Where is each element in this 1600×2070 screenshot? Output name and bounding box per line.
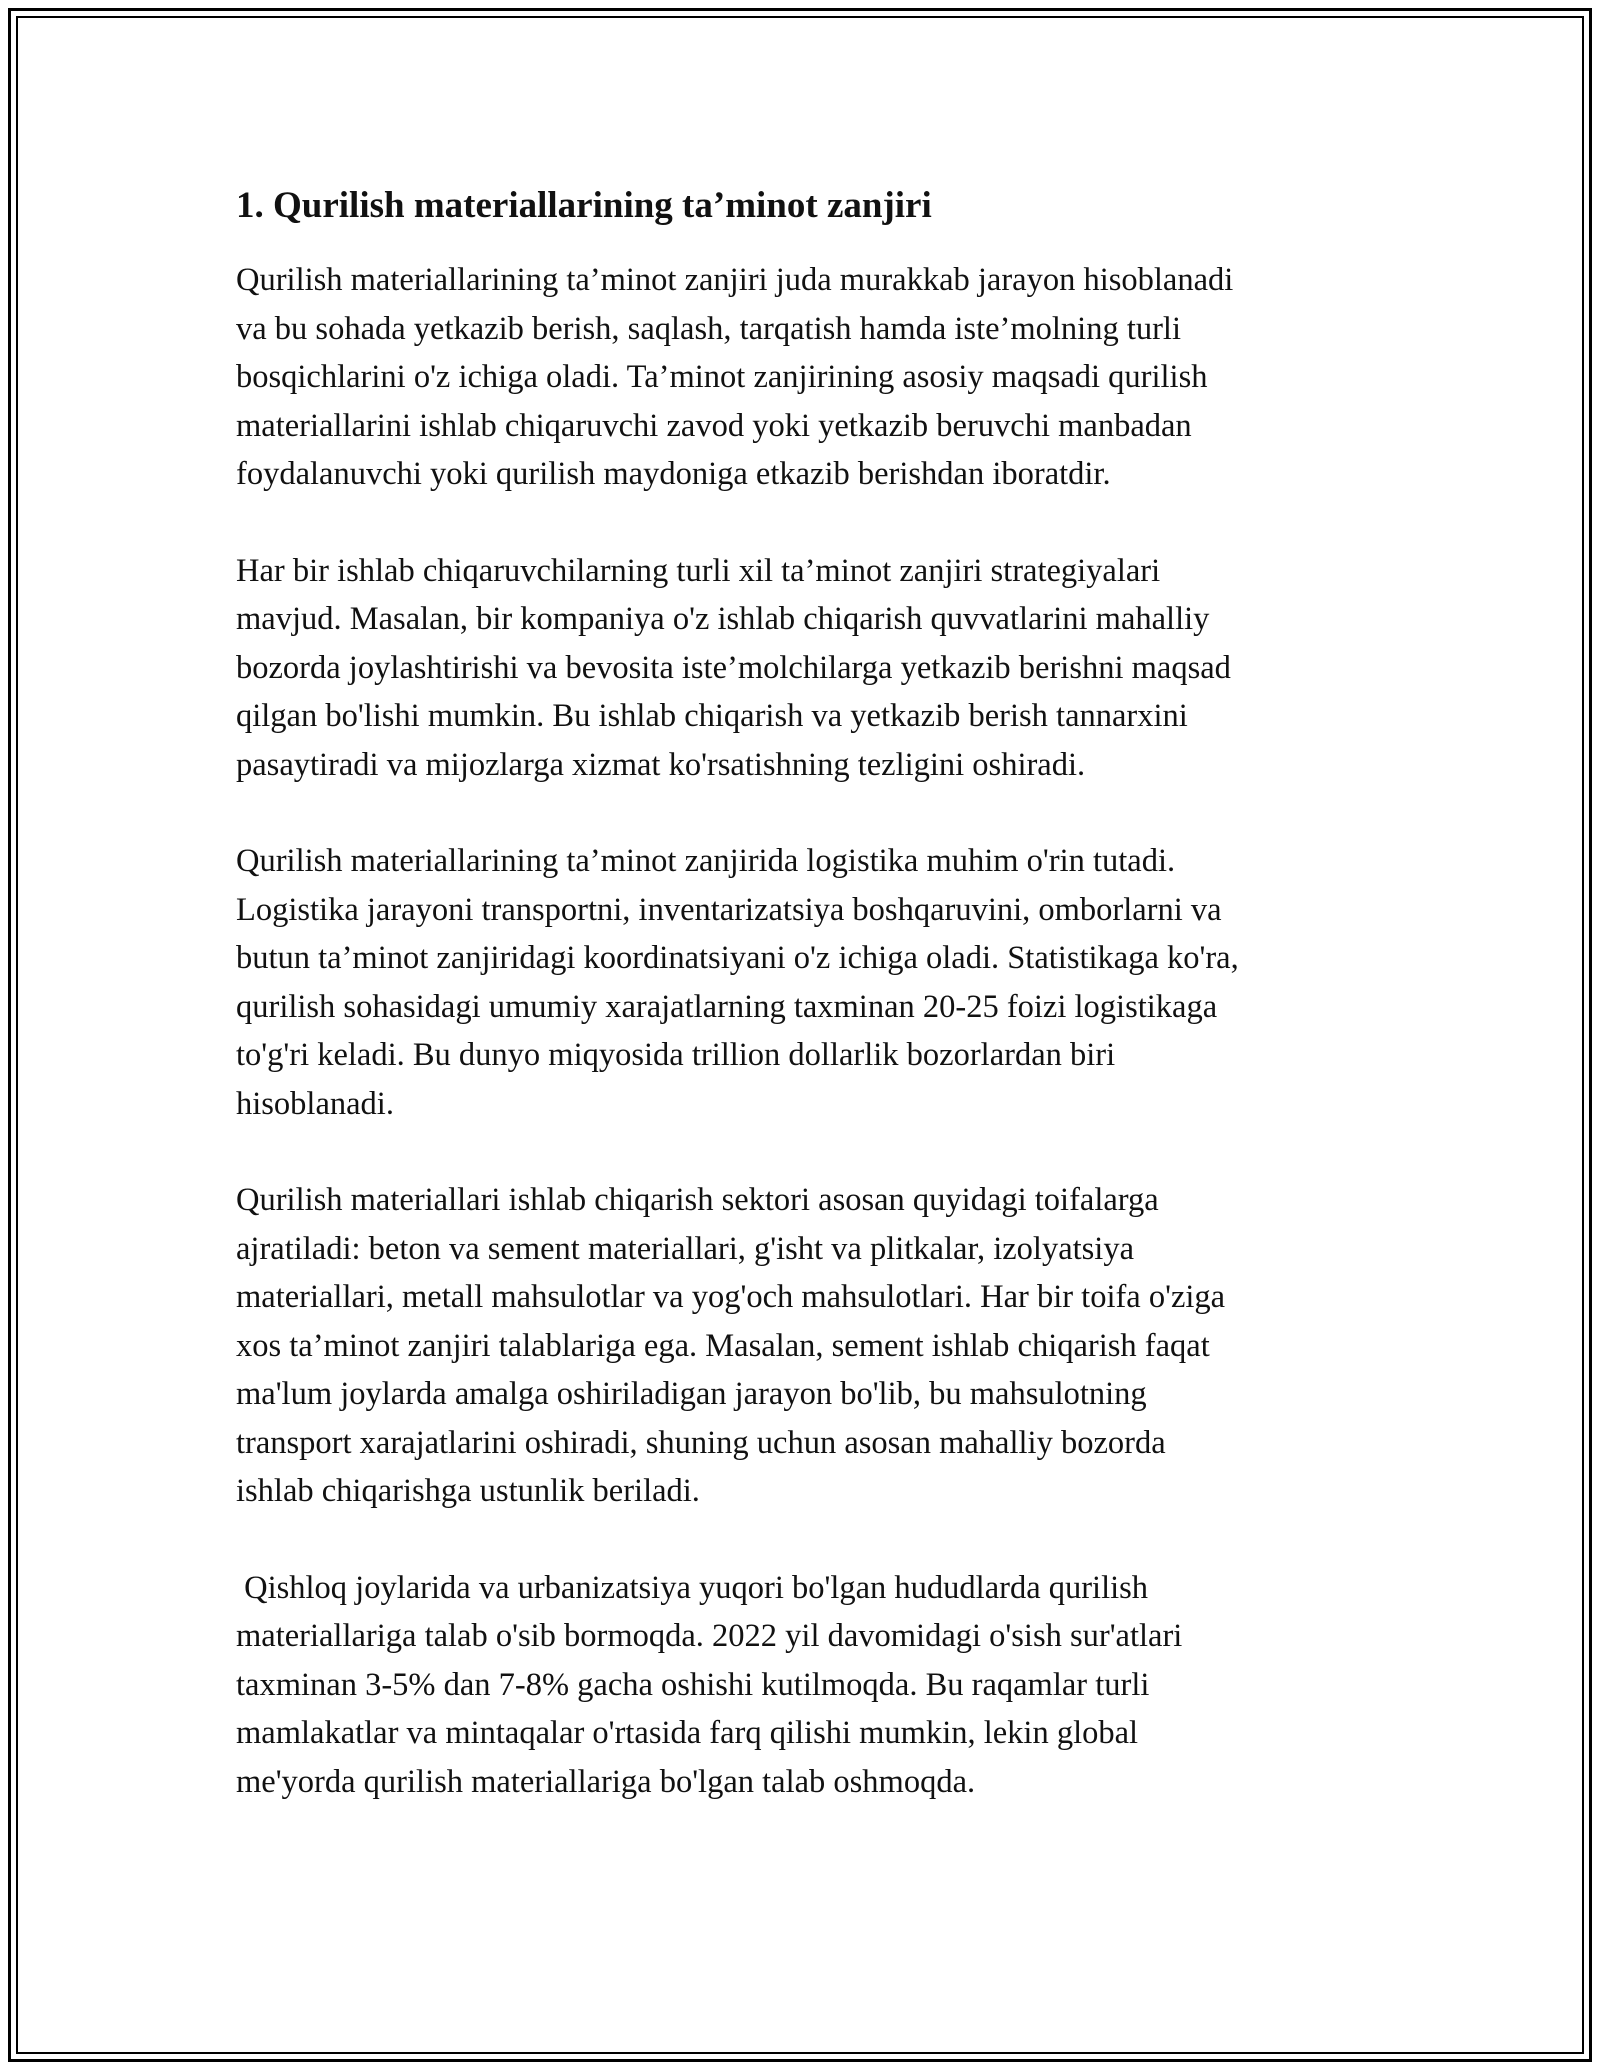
document-body — [236, 182, 1386, 1854]
paragraph-demand-growth: Qishloq joylarida va urbanizatsiya yuqori bo'lgan hududlarda qurilish materiallariga talab o'sib bormoqda. 2022 yil davomidagi o'sish sur'atlari taxminan 3-5% dan 7-8% gacha oshishi kutilmoqda. Bu raqamlar turli mamlakatlar va mintaqalar o'rtasida farq qilishi mumkin, lekin global me'yorda qurilish materiallariga bo'lgan talab oshmoqda. — [236, 1569, 1183, 1800]
paragraph-manufacturer-strategies: Har bir ishlab chiqaruvchilarning turli xil ta’minot zanjiri strategiyalari mavjud. Masalan, bir kompaniya o'z ishlab chiqarish quvvatlarini mahalliy bozorda joylashtirishi va bevosita iste’molchilarga yetkazib berishni maqsad qilgan bo'lishi mumkin. Bu ishlab chiqarish va yetkazib berish tannarxini pasaytiradi va mijozlarga xizmat ko'rsatishning tezligini oshiradi. — [236, 552, 1231, 783]
section-heading: 1. Qurilish materiallarining ta’minot zanjiri — [236, 185, 932, 226]
paragraph-logistics: Qurilish materiallarining ta’minot zanjirida logistika muhim o'rin tutadi. Logistika jarayoni transportni, inventarizatsiya boshqaruvini, omborlarni va butun ta’minot zanjiridagi koordinatsiyani o'z ichiga oladi. Statistikaga ko'ra, qurilish sohasidagi umumiy xarajatlarning taxminan 20-25 foizi logistikaga to'g'ri keladi. Bu dunyo miqyosida trillion dollarlik bozorlardan biri hisoblanadi. — [236, 843, 1239, 1122]
paragraph-material-categories: Qurilish materiallari ishlab chiqarish sektori asosan quyidagi toifalarga ajratiladi: beton va sement materiallari, g'isht va plitkalar, izolyatsiya materiallari, metall mahsulotlar va yog'och mahsulotlari. Har bir toifa o'ziga xos ta’minot zanjiri talablariga ega. Masalan, sement ishlab chiqarish faqat ma'lum joylarda amalga oshiriladigan jarayon bo'lib, bu mahsulotning transport xarajatlarini oshiradi, shuning uchun asosan mahalliy bozorda ishlab chiqarishga ustunlik beriladi. — [236, 1182, 1226, 1510]
paragraph-supply-chain-overview: Qurilish materiallarining ta’minot zanjiri juda murakkab jarayon hisoblanadi va bu sohada yetkazib berish, saqlash, tarqatish hamda iste’molning turli bosqichlarini o'z ichiga oladi. Ta’minot zanjirining asosiy maqsadi qurilish materiallarini ishlab chiqaruvchi zavod yoki yetkazib beruvchi manbadan foydalanuvchi yoki qurilish maydoniga etkazib berishdan iboratdir. — [236, 262, 1234, 493]
